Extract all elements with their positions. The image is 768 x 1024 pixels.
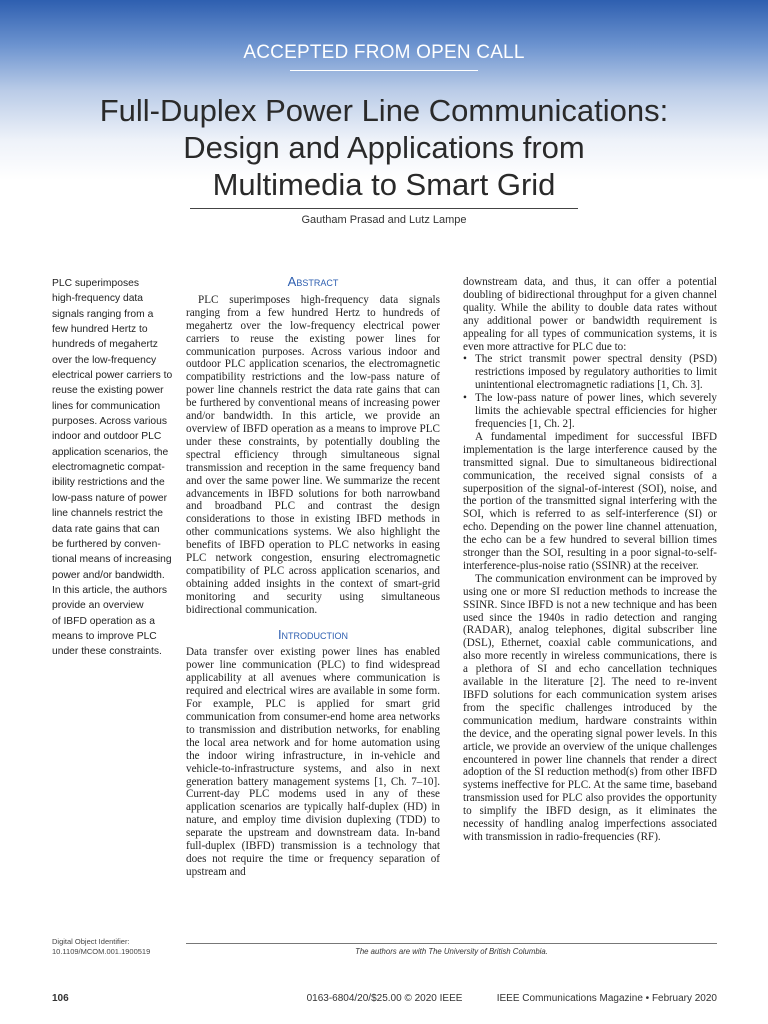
intro-paragraph: Data transfer over existing power lines has enabled power line communication (PLC) to find widespread applicability at all avenues where communication is required and electrical wires are available in some form. For example, PLC is applied for smart grid communication from consumer-end home area networks to transmission and distribution networks, for enabling the local area network and for home automation using the indoor wiring infrastructure, in in-vehicle and vehicle-to-infrastructure systems, and also in next generation battery management systems [1, Ch. 7–10]. Current-day PLC modems used in any of these application scenarios are typically half-duplex (HD) in nature, and employ time division duplexing (TDD) to separate the upstream and downstream data. In-band full-duplex (IBFD) transmission is a technology that does not require the time or frequency separation of upstream and bbox=[186, 646, 440, 878]
text-column-left bbox=[186, 276, 440, 879]
abstract-heading: Abstract bbox=[287, 274, 339, 289]
sidebar-summary bbox=[52, 276, 173, 660]
sidebar-line: reuse the existing power bbox=[52, 385, 164, 397]
sidebar-line: In this article, the authors bbox=[52, 584, 168, 596]
sidebar-line: hundreds of megahertz bbox=[52, 339, 158, 351]
intro-paragraph: A fundamental impediment for successful IBFD implementation is the large interference caused by the transmitted signal. Due to simultaneous bidirectional communication, the received signal consists of a superposition of the signal-of-interest (SOI), noise, and the portion of the transmitted signal interfering with the SOI, which is referred to as self-interference (SI) or echo. Depending on the power line channel attenuation, the echo can be a few hundred to several billion times stronger than the SOI, resulting in a poor signal-to-self-interference-plus-noise ratio (SSINR) at the receiver. bbox=[463, 430, 717, 572]
abstract-text: PLC superimposes high-frequency data signals ranging from a few hundred Hertz to hundreds of megahertz over the low-frequency electrical power carriers to reuse the existing power lines for communication purposes. Across various indoor and outdoor PLC application scenarios, the electromagnetic compatibility restrictions and the low-pass nature of power line channels restrict the data rate gains that can be furthered by conventional means of increasing power and/or bandwidth. In this article, we provide an overview of IBFD operation as a means to improve PLC under these constraints, by potentially doubling the spectral efficiency through simultaneous signal transmission and reception in the same frequency band and over the same power line. We summarize the recent advancements in IBFD solutions for both narrowband and broadband PLC and contrast the design considerations to those in existing IBFD methods in other communications systems. We also highlight the benefits of IBFD operation to PLC networks in easing PLC network congestion, ensuring electromagnetic compatibility of PLC across application scenarios, and obtaining added insights in the context of smart-grid monitoring and security using simultaneous bidirectional communication. bbox=[186, 293, 440, 616]
sidebar-line: electromagnetic compat- bbox=[52, 462, 165, 474]
bullet-item bbox=[463, 353, 717, 392]
authors: Gautham Prasad and Lutz Lampe bbox=[301, 214, 467, 226]
sidebar-line: ibility restrictions and the bbox=[52, 477, 165, 489]
author-affiliation: The authors are with The University of British Columbia. bbox=[355, 947, 548, 956]
sidebar-line: few hundred Hertz to bbox=[52, 324, 148, 336]
title-rule bbox=[190, 208, 578, 209]
sidebar-line: PLC superimposes bbox=[52, 278, 139, 289]
bullet-text: The strict transmit power spectral density (PSD) restrictions imposed by regulatory authorities to limit unintentional electromagnetic radiations [1, Ch. 3]. bbox=[475, 353, 717, 392]
title-line: Full-Duplex Power Line Communications: bbox=[99, 93, 669, 128]
journal-info: IEEE Communications Magazine • February 2020 bbox=[496, 993, 717, 1004]
sidebar-line: high-frequency data bbox=[52, 293, 144, 305]
page-footer bbox=[52, 993, 717, 1007]
sidebar-line: indoor and outdoor PLC bbox=[52, 431, 162, 443]
sidebar-line: provide an overview bbox=[52, 600, 144, 612]
issn-copyright: 0163-6804/20/$25.00 © 2020 IEEE bbox=[306, 993, 463, 1004]
page-number: 106 bbox=[52, 993, 69, 1004]
doi-label: Digital Object Identifier: bbox=[52, 937, 130, 946]
intro-paragraph: The communication environment can be improved by using one or more SI reduction methods to increase the SSINR. Since IBFD is not a new technique and has been used since the 1940s in radio detection and ranging (RADAR), analog telephones, digital subscriber line (DSL), Ethernet, coaxial cable communications, and also more recently in wireless communications, there is a plethora of SI and echo cancellation techniques available in the literature [2]. The need to re-invent IBFD solutions for each communication system arises from the specific challenges introduced by the communication medium, hardware constraints within the device, and the operating signal power levels. In this article, we provide an overview of the unique challenges encountered in power line channels that render a direct adoption of the SI reduction method(s) from other IBFD systems ineffective for PLC. At the same time, baseband transmission used for PLC also provides the opportunity to simplify the IBFD design, as it eliminates the necessity of handling analog imperfections associated with transmission in radio-frequencies (RF). bbox=[463, 572, 717, 843]
sidebar-line: of IBFD operation as a bbox=[52, 615, 156, 627]
title-line: Multimedia to Smart Grid bbox=[212, 167, 556, 202]
article-title bbox=[40, 92, 728, 203]
bullet-item bbox=[463, 392, 717, 431]
sidebar-line: over the low-frequency bbox=[52, 354, 157, 366]
sidebar-line: lines for communication bbox=[52, 400, 161, 412]
doi-block bbox=[52, 937, 192, 957]
sidebar-line: under these constraints. bbox=[52, 646, 162, 658]
sidebar-line: power and/or bandwidth. bbox=[52, 569, 165, 581]
sidebar-line: application scenarios, the bbox=[52, 446, 169, 458]
sidebar-line: means to improve PLC bbox=[52, 630, 157, 642]
bullet-text: The low-pass nature of power lines, which severely limits the achievable spectral efficiencies for higher frequencies [1, Ch. 2]. bbox=[475, 392, 717, 430]
intro-paragraph-continued: downstream data, and thus, it can offer a potential doubling of bidirectional throughput for a given channel quality. While the ability to double data rates without any additional power or bandwidth requirement is appealing for all types of communication systems, it is even more attractive for PLC due to: bbox=[463, 276, 717, 353]
sidebar-line: tional means of increasing bbox=[52, 554, 172, 566]
section-rule bbox=[290, 70, 478, 71]
sidebar-line: line channels restrict the bbox=[52, 508, 164, 520]
section-label: ACCEPTED FROM OPEN CALL bbox=[243, 42, 525, 63]
introduction-heading: Introduction bbox=[277, 626, 349, 642]
bullet-icon: • bbox=[463, 392, 467, 405]
sidebar-line: signals ranging from a bbox=[52, 308, 154, 320]
bullet-icon: • bbox=[463, 353, 467, 366]
text-column-right bbox=[463, 276, 717, 844]
sidebar-line: electrical power carriers to bbox=[52, 370, 173, 382]
sidebar-line: be furthered by conven- bbox=[52, 538, 161, 550]
sidebar-line: data rate gains that can bbox=[52, 523, 160, 535]
sidebar-line: low-pass nature of power bbox=[52, 492, 168, 504]
doi-value: 10.1109/MCOM.001.1900519 bbox=[52, 947, 151, 956]
bullet-list bbox=[463, 353, 717, 430]
sidebar-line: purposes. Across various bbox=[52, 416, 168, 428]
affiliation-rule bbox=[186, 943, 717, 944]
title-line: Design and Applications from bbox=[183, 130, 585, 165]
